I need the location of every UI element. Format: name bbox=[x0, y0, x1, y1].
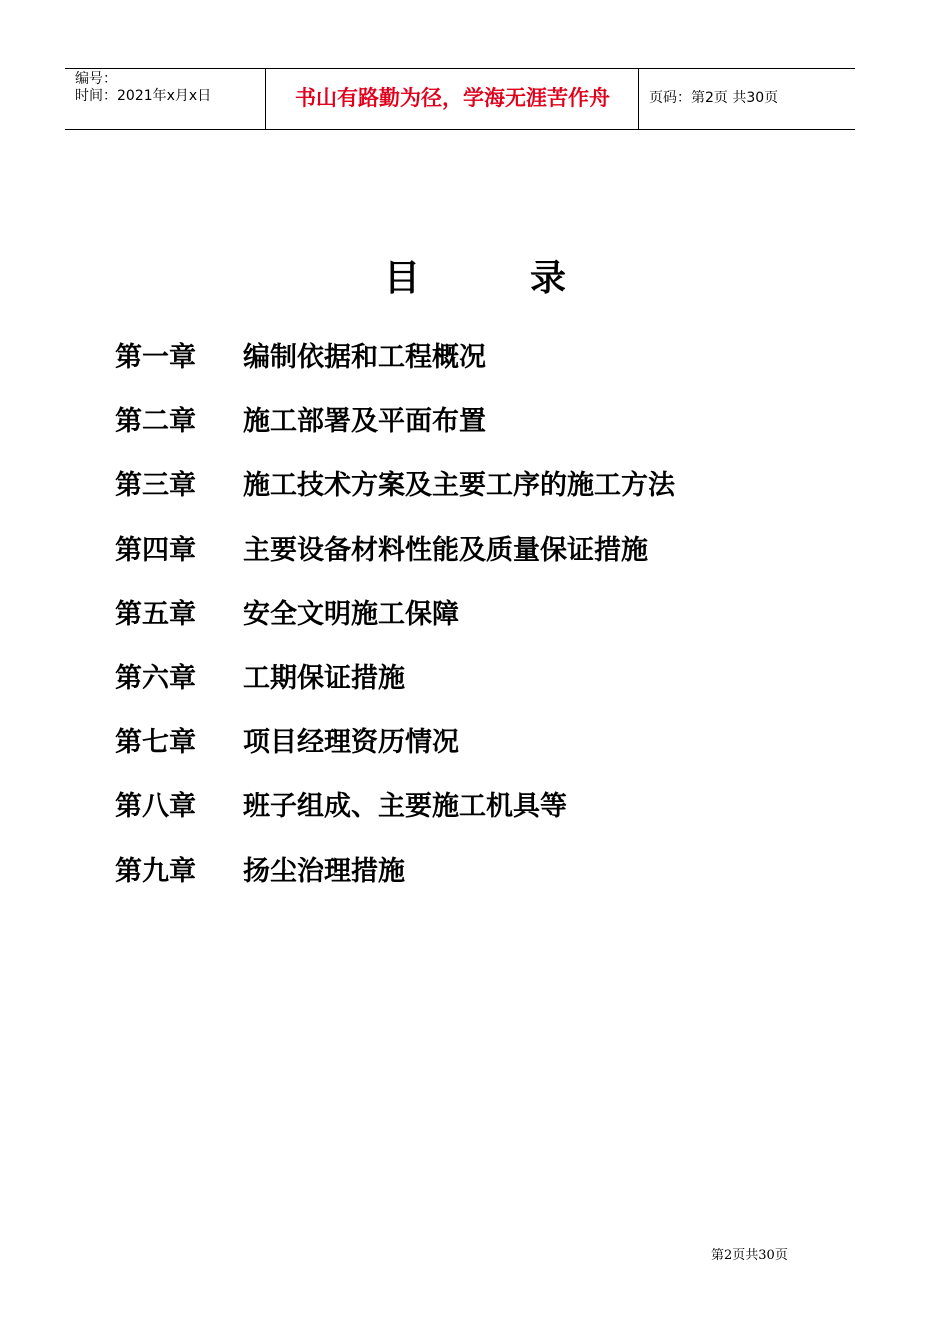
toc-chapter-number: 第七章 bbox=[115, 727, 196, 759]
toc-chapter-number: 第六章 bbox=[115, 663, 196, 695]
toc-item[interactable] bbox=[115, 840, 835, 904]
toc-chapter-number: 第二章 bbox=[115, 406, 196, 438]
header-motto-cell bbox=[266, 69, 639, 129]
toc-chapter-title: 施工技术方案及主要工序的施工方法 bbox=[243, 470, 675, 502]
toc-chapter-number: 第八章 bbox=[115, 791, 196, 823]
toc-item[interactable] bbox=[115, 583, 835, 647]
toc-chapter-title: 主要设备材料性能及质量保证措施 bbox=[243, 534, 648, 566]
toc-item[interactable] bbox=[115, 647, 835, 711]
toc-title bbox=[0, 255, 950, 303]
toc-chapter-number: 第一章 bbox=[115, 342, 196, 374]
toc-chapter-title: 班子组成、主要施工机具等 bbox=[243, 791, 567, 823]
toc-chapter-number: 第九章 bbox=[115, 855, 196, 887]
document-code-label: 编号： bbox=[75, 71, 117, 87]
toc-chapter-title: 安全文明施工保障 bbox=[243, 598, 459, 630]
toc-item[interactable] bbox=[115, 519, 835, 583]
toc-title-char-1: 目 bbox=[383, 258, 420, 299]
footer-page-number: 第2页共30页 bbox=[711, 1248, 788, 1263]
page-header bbox=[65, 68, 855, 130]
header-page-cell bbox=[639, 69, 855, 129]
toc-chapter-title: 扬尘治理措施 bbox=[243, 855, 405, 887]
header-info-cell bbox=[65, 69, 266, 129]
document-time-label: 时间：2021年x月x日 bbox=[75, 88, 212, 104]
toc-item[interactable] bbox=[115, 390, 835, 454]
toc-chapter-title: 工期保证措施 bbox=[243, 663, 405, 695]
toc-item[interactable] bbox=[115, 326, 835, 390]
toc-chapter-number: 第三章 bbox=[115, 470, 196, 502]
toc-item[interactable] bbox=[115, 775, 835, 839]
toc-chapter-title: 编制依据和工程概况 bbox=[243, 342, 486, 374]
header-page-number: 页码：第2页 共30页 bbox=[649, 90, 779, 106]
toc-chapter-title: 项目经理资历情况 bbox=[243, 727, 459, 759]
toc-chapter-number: 第五章 bbox=[115, 598, 196, 630]
toc-chapter-number: 第四章 bbox=[115, 534, 196, 566]
toc-item[interactable] bbox=[115, 711, 835, 775]
toc-list bbox=[115, 326, 835, 904]
toc-chapter-title: 施工部署及平面布置 bbox=[243, 406, 486, 438]
toc-title-char-2: 录 bbox=[530, 258, 567, 299]
toc-item[interactable] bbox=[115, 454, 835, 518]
header-motto: 书山有路勤为径，学海无涯苦作舟 bbox=[295, 86, 610, 110]
